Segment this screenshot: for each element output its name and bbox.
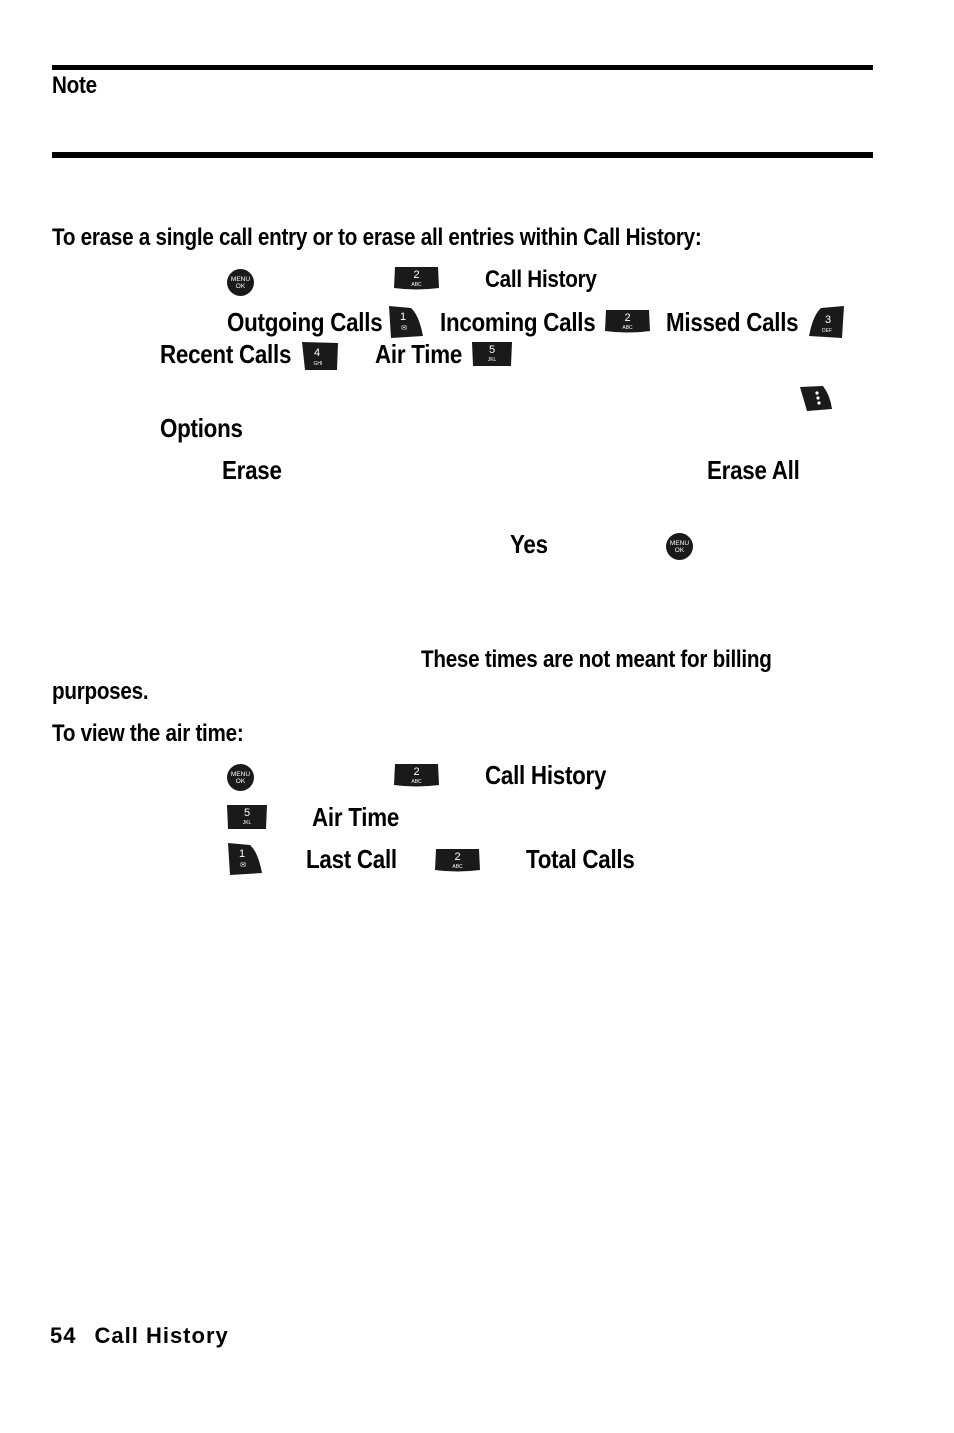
svg-text:5: 5 <box>243 807 251 819</box>
incoming-calls-label: Incoming Calls <box>440 307 596 337</box>
air-step1-call-history: Call History <box>485 760 607 790</box>
air-step2-air-time: Air Time <box>312 802 399 832</box>
svg-text:ABC: ABC <box>411 282 422 288</box>
svg-text:DEF: DEF <box>822 328 832 334</box>
key-2-icon <box>604 309 651 334</box>
page-number: 54 <box>50 1323 77 1348</box>
menu-ok-key-icon <box>665 532 694 561</box>
menu-ok-key-icon <box>226 763 255 792</box>
svg-text:2: 2 <box>624 312 631 324</box>
key-4-icon <box>301 341 339 371</box>
svg-text:✉: ✉ <box>401 324 407 332</box>
key-2-icon <box>393 763 440 788</box>
erase-label: Erase <box>222 455 282 485</box>
page-footer <box>50 1322 229 1350</box>
svg-text:OK: OK <box>235 778 246 785</box>
note-label: Note <box>52 72 97 99</box>
svg-text:GHI: GHI <box>313 361 323 367</box>
svg-text:1: 1 <box>399 311 407 323</box>
svg-text:JKL: JKL <box>242 820 252 826</box>
total-calls-label: Total Calls <box>526 844 635 874</box>
note-bottom-rule <box>52 152 873 158</box>
svg-text:ABC: ABC <box>411 779 422 785</box>
key-3-icon <box>808 305 846 339</box>
svg-text:MENU: MENU <box>230 276 251 283</box>
svg-text:1: 1 <box>238 848 246 860</box>
svg-text:2: 2 <box>413 766 420 778</box>
outgoing-calls-label: Outgoing Calls <box>227 307 383 337</box>
svg-text:3: 3 <box>824 314 832 326</box>
svg-text:✉: ✉ <box>240 861 246 869</box>
air-time-intro: To view the air time: <box>52 720 244 747</box>
billing-note-continued: purposes. <box>52 678 149 705</box>
key-1-icon <box>226 842 263 876</box>
erase-all-label: Erase All <box>707 455 800 485</box>
svg-text:MENU: MENU <box>230 771 251 778</box>
air-time-label: Air Time <box>375 339 462 369</box>
key-5-icon <box>226 804 268 830</box>
recent-calls-label: Recent Calls <box>160 339 292 369</box>
key-2-icon <box>393 266 440 291</box>
menu-ok-key-icon <box>226 268 255 297</box>
svg-text:MENU: MENU <box>669 540 690 547</box>
key-1-icon <box>387 305 424 339</box>
yes-label: Yes <box>510 529 548 559</box>
right-soft-key-icon <box>799 385 833 412</box>
key-5-icon <box>471 341 513 367</box>
missed-calls-label: Missed Calls <box>666 307 799 337</box>
svg-text:2: 2 <box>413 269 420 281</box>
svg-text:ABC: ABC <box>452 864 463 870</box>
erase-step1-call-history: Call History <box>485 266 597 293</box>
billing-note: These times are not meant for billing <box>421 646 772 673</box>
options-label: Options <box>160 413 243 443</box>
svg-text:2: 2 <box>454 851 461 863</box>
svg-text:4: 4 <box>313 347 321 359</box>
key-2-icon <box>434 848 481 873</box>
svg-text:JKL: JKL <box>487 357 497 363</box>
footer-section-title: Call History <box>94 1323 229 1348</box>
erase-intro: To erase a single call entry or to erase all entries within Call History: <box>52 224 702 251</box>
svg-text:ABC: ABC <box>622 325 633 331</box>
svg-text:OK: OK <box>674 547 685 554</box>
note-top-rule <box>52 65 873 70</box>
svg-text:5: 5 <box>488 344 496 356</box>
last-call-label: Last Call <box>306 844 397 874</box>
svg-text:OK: OK <box>235 283 246 290</box>
